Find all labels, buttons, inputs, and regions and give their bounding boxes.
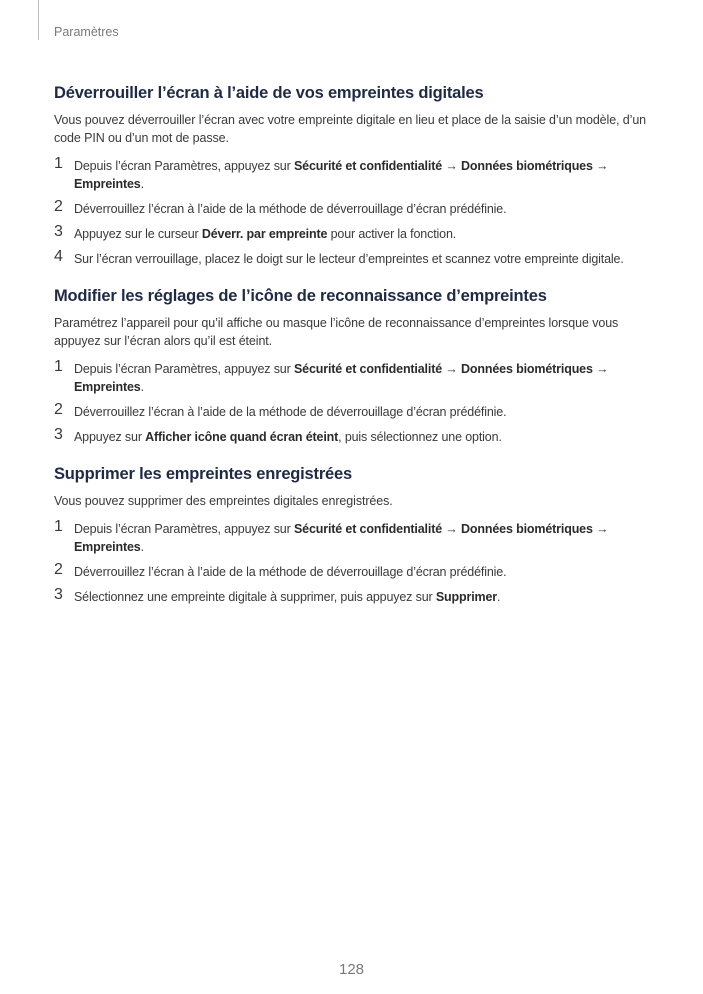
step-number: 2 xyxy=(54,401,63,418)
step-list xyxy=(54,520,654,606)
page-number: 128 xyxy=(338,961,365,978)
step-list xyxy=(54,360,654,446)
step-item xyxy=(54,200,654,218)
menu-path-security: Sécurité et confidentialité xyxy=(293,159,443,173)
section-fingerprint-icon-settings xyxy=(54,286,654,446)
step-number: 4 xyxy=(54,248,63,265)
step-text-end: . xyxy=(140,540,144,554)
menu-path-security: Sécurité et confidentialité xyxy=(293,362,443,376)
step-text: Sélectionnez une empreinte digitale à supprimer, puis appuyez sur xyxy=(74,590,436,604)
arrow-separator: → xyxy=(442,159,462,173)
step-text: Appuyez sur xyxy=(74,430,146,444)
section-title: Modifier les réglages de l’icône de reconnaissance d’empreintes xyxy=(54,287,547,305)
step-text-end: . xyxy=(140,177,144,191)
menu-path-fingerprints: Empreintes xyxy=(74,380,141,394)
arrow-separator: → xyxy=(442,362,462,376)
step-text: Déverrouillez l’écran à l’aide de la méthode de déverrouillage d’écran prédéfinie. xyxy=(74,565,507,579)
step-text-end: , puis sélectionnez une option. xyxy=(338,430,502,444)
step-text: Depuis l’écran Paramètres, appuyez sur xyxy=(74,362,294,376)
step-number: 1 xyxy=(54,155,63,172)
menu-path-security: Sécurité et confidentialité xyxy=(293,522,443,536)
step-text-end: . xyxy=(140,380,144,394)
section-delete-fingerprints xyxy=(54,464,654,606)
section-title: Déverrouiller l’écran à l’aide de vos empreintes digitales xyxy=(54,84,484,102)
step-text-end: . xyxy=(497,590,501,604)
section-intro: Paramétrez l’appareil pour qu’il affiche ou masque l’icône de reconnaissance d’empreintes lorsque vous appuyez sur l’écran alors qu’il est éteint. xyxy=(54,316,619,348)
step-item xyxy=(54,360,654,396)
running-header: Paramètres xyxy=(54,25,119,39)
step-item xyxy=(54,520,654,556)
step-item xyxy=(54,157,654,193)
arrow-separator: → xyxy=(592,362,609,376)
section-intro: Vous pouvez déverrouiller l’écran avec votre empreinte digitale en lieu et place de la saisie d’un modèle, d’un code PIN ou d’un mot de passe. xyxy=(54,113,647,145)
menu-path-biometrics: Données biométriques xyxy=(461,159,593,173)
menu-path-fingerprints: Empreintes xyxy=(74,540,141,554)
arrow-separator: → xyxy=(592,522,609,536)
step-item xyxy=(54,563,654,581)
step-number: 3 xyxy=(54,426,63,443)
step-text: Depuis l’écran Paramètres, appuyez sur xyxy=(74,522,294,536)
step-text: Depuis l’écran Paramètres, appuyez sur xyxy=(74,159,294,173)
step-number: 3 xyxy=(54,586,63,603)
section-title: Supprimer les empreintes enregistrées xyxy=(54,465,352,483)
step-text-end: pour activer la fonction. xyxy=(327,227,457,241)
section-fingerprint-unlock xyxy=(54,83,654,268)
step-list xyxy=(54,157,654,268)
page-content xyxy=(54,83,654,624)
step-number: 3 xyxy=(54,223,63,240)
menu-path-fingerprints: Empreintes xyxy=(74,177,141,191)
step-item xyxy=(54,225,654,243)
setting-name: Déverr. par empreinte xyxy=(201,227,328,241)
step-number: 1 xyxy=(54,518,63,535)
setting-name: Afficher icône quand écran éteint xyxy=(145,430,339,444)
header-side-rule xyxy=(38,0,39,40)
step-item xyxy=(54,403,654,421)
step-number: 2 xyxy=(54,198,63,215)
section-intro: Vous pouvez supprimer des empreintes digitales enregistrées. xyxy=(54,494,393,508)
delete-action-name: Supprimer xyxy=(435,590,498,604)
step-item xyxy=(54,250,654,268)
step-text: Appuyez sur le curseur xyxy=(74,227,202,241)
step-text: Déverrouillez l’écran à l’aide de la méthode de déverrouillage d’écran prédéfinie. xyxy=(74,202,507,216)
step-item xyxy=(54,588,654,606)
menu-path-biometrics: Données biométriques xyxy=(461,362,593,376)
step-item xyxy=(54,428,654,446)
menu-path-biometrics: Données biométriques xyxy=(461,522,593,536)
arrow-separator: → xyxy=(442,522,462,536)
step-number: 1 xyxy=(54,358,63,375)
step-text: Sur l’écran verrouillage, placez le doigt sur le lecteur d’empreintes et scannez votre empreinte digitale. xyxy=(74,252,624,266)
step-text: Déverrouillez l’écran à l’aide de la méthode de déverrouillage d’écran prédéfinie. xyxy=(74,405,507,419)
arrow-separator: → xyxy=(592,159,609,173)
step-number: 2 xyxy=(54,561,63,578)
